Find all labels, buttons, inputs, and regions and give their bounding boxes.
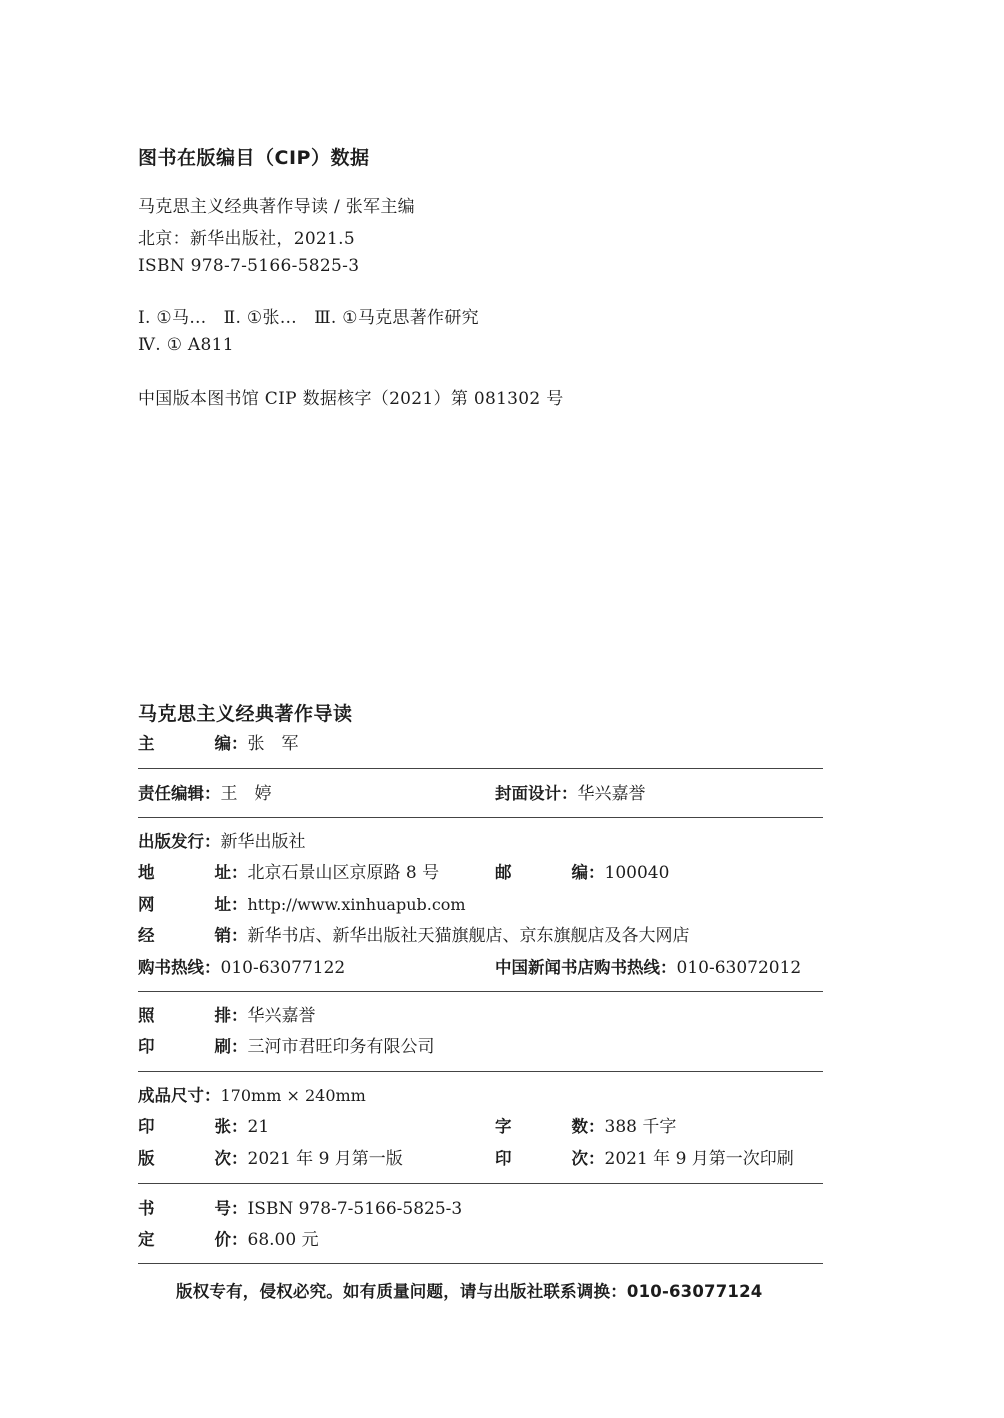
news-hotline-value: 010-63072012 — [676, 958, 802, 978]
editor-row: 主 编 ：张 军 — [138, 731, 299, 757]
cip-book-line: 马克思主义经典著作导读 / 张军主编 — [138, 197, 415, 217]
address-label: 地 址 — [138, 863, 231, 882]
address-value: 北京石景山区京原路 8 号 — [247, 863, 440, 883]
impression-value: 2021 年 9 月第一次印刷 — [604, 1149, 794, 1169]
sheets-value: 21 — [247, 1117, 270, 1137]
resp-editor-label: 责任编辑 — [138, 784, 204, 803]
resp-editor-value: 王 婷 — [220, 784, 272, 804]
typeset-row: 照 排 ：华兴嘉誉 — [138, 1003, 316, 1029]
printer-label: 印 刷 — [138, 1037, 231, 1056]
words-row: 字 数 ：388 千字 — [495, 1114, 676, 1140]
resp-editor-row: 责任编辑：王 婷 — [138, 781, 272, 807]
divider — [138, 768, 823, 769]
sales-row: 经 销 ：新华书店、新华出版社天猫旗舰店、京东旗舰店及各大网店 — [138, 923, 690, 949]
postcode-row: 邮 编 ：100040 — [495, 860, 669, 886]
sales-value: 新华书店、新华出版社天猫旗舰店、京东旗舰店及各大网店 — [247, 926, 690, 946]
copyright-notice: 版权专有，侵权必究。如有质量问题，请与出版社联系调换：010-63077124 — [176, 1282, 763, 1301]
price-row: 定 价 ：68.00 元 — [138, 1227, 319, 1253]
distributor-value: 新华出版社 — [220, 832, 306, 852]
edition-label: 版 次 — [138, 1149, 231, 1168]
address-row: 地 址 ：北京石景山区京原路 8 号 — [138, 860, 439, 886]
size-row: 成品尺寸：170mm × 240mm — [138, 1083, 366, 1109]
typeset-value: 华兴嘉誉 — [247, 1006, 316, 1026]
size-label: 成品尺寸 — [138, 1086, 204, 1105]
cip-number: 中国版本图书馆 CIP 数据核字（2021）第 081302 号 — [138, 389, 564, 409]
cip-publisher-line: 北京：新华出版社，2021.5 — [138, 229, 355, 249]
postcode-value: 100040 — [604, 863, 670, 883]
isbn-label: 书 号 — [138, 1199, 231, 1218]
news-hotline-label: 中国新闻书店购书热线 — [495, 958, 660, 977]
impression-label: 印 次 — [495, 1149, 588, 1168]
typeset-label: 照 排 — [138, 1006, 231, 1025]
cip-subject-line-2: Ⅳ. ① A811 — [138, 335, 234, 355]
editor-value: 张 军 — [247, 734, 299, 754]
divider — [138, 991, 823, 992]
cover-design-row: 封面设计：华兴嘉誉 — [495, 781, 646, 807]
distributor-row: 出版发行：新华出版社 — [138, 829, 306, 855]
cip-subject-line-1: Ⅰ. ①马… Ⅱ. ①张… Ⅲ. ①马克思著作研究 — [138, 308, 479, 328]
price-value: 68.00 元 — [247, 1230, 319, 1250]
hotline-row: 购书热线：010-63077122 — [138, 955, 345, 981]
postcode-label: 邮 编 — [495, 863, 588, 882]
cover-design-value: 华兴嘉誉 — [577, 784, 646, 804]
impression-row: 印 次 ：2021 年 9 月第一次印刷 — [495, 1146, 794, 1172]
sheets-row: 印 张 ：21 — [138, 1114, 269, 1140]
website-label: 网 址 — [138, 895, 231, 914]
cover-design-label: 封面设计 — [495, 784, 561, 803]
words-label: 字 数 — [495, 1117, 588, 1136]
edition-value: 2021 年 9 月第一版 — [247, 1149, 403, 1169]
printer-value: 三河市君旺印务有限公司 — [247, 1037, 435, 1057]
news-hotline-row: 中国新闻书店购书热线：010-63072012 — [495, 955, 801, 981]
website-row: 网 址 ：http://www.xinhuapub.com — [138, 892, 466, 918]
website-link[interactable]: http://www.xinhuapub.com — [247, 895, 466, 914]
words-value: 388 千字 — [604, 1117, 677, 1137]
cip-isbn-line: ISBN 978-7-5166-5825-3 — [138, 256, 360, 276]
edition-row: 版 次 ：2021 年 9 月第一版 — [138, 1146, 403, 1172]
size-value: 170mm × 240mm — [220, 1086, 366, 1105]
sheets-label: 印 张 — [138, 1117, 231, 1136]
isbn-value: ISBN 978-7-5166-5825-3 — [247, 1199, 463, 1219]
price-label: 定 价 — [138, 1230, 231, 1249]
cip-title: 图书在版编目（CIP）数据 — [138, 147, 370, 169]
sales-label: 经 销 — [138, 926, 231, 945]
hotline-value: 010-63077122 — [220, 958, 346, 978]
isbn-row: 书 号 ：ISBN 978-7-5166-5825-3 — [138, 1196, 462, 1222]
hotline-label: 购书热线 — [138, 958, 204, 977]
editor-label: 主 编 — [138, 734, 231, 753]
divider — [138, 817, 823, 818]
divider — [138, 1263, 823, 1264]
divider — [138, 1183, 823, 1184]
distributor-label: 出版发行 — [138, 832, 204, 851]
printer-row: 印 刷 ：三河市君旺印务有限公司 — [138, 1034, 435, 1060]
divider — [138, 1071, 823, 1072]
book-title: 马克思主义经典著作导读 — [138, 703, 353, 725]
